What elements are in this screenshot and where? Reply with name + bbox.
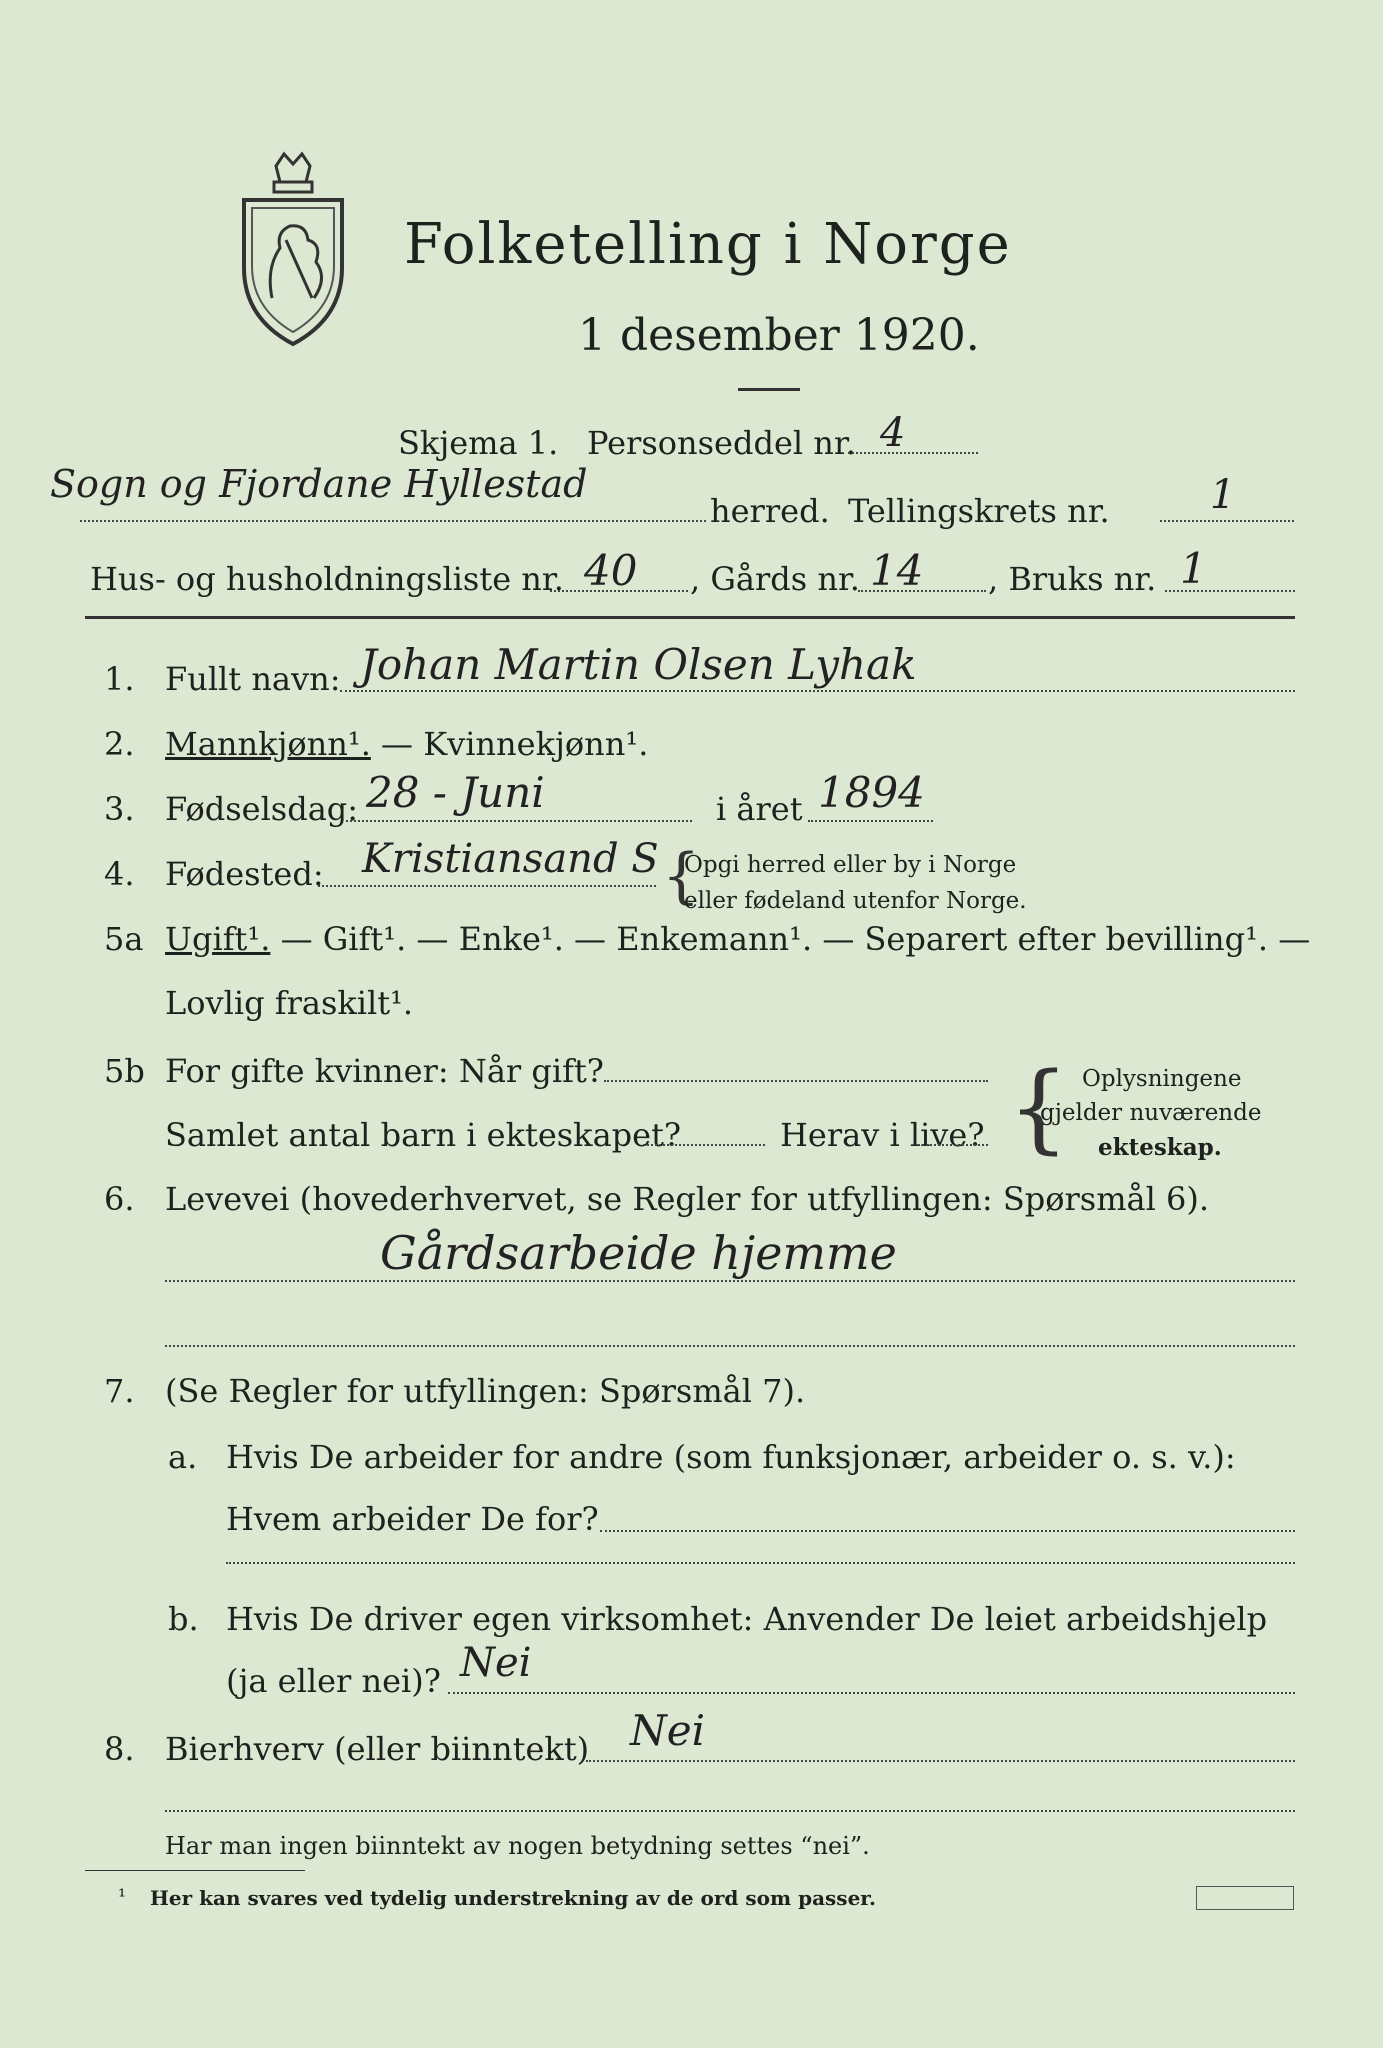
q1-label: Fullt navn: — [165, 660, 341, 698]
q7b-text: Hvis De driver egen virksomhet: Anvender De leiet arbeidshjelp — [226, 1600, 1268, 1638]
gards-label: , Gårds nr. — [690, 560, 860, 598]
q5b-note-1: Oplysningene — [1082, 1066, 1242, 1092]
header-divider — [85, 616, 1295, 619]
year-value: 1894 — [818, 768, 925, 817]
q1-number: 1. — [104, 660, 135, 698]
birthday-field[interactable] — [346, 820, 692, 822]
q4-note-1: Opgi herred eller by i Norge — [684, 852, 1017, 878]
coat-of-arms-icon — [236, 148, 350, 348]
hus-label: Hus- og husholdningsliste nr. — [90, 560, 564, 598]
personseddel-label: Personseddel nr. — [587, 424, 856, 462]
brace-icon: { — [1008, 1052, 1070, 1164]
personseddel-value: 4 — [880, 410, 906, 456]
q4-number: 4. — [104, 855, 135, 893]
tellingskrets-value: 1 — [1210, 472, 1236, 518]
q5b-label-3: Herav i live? — [780, 1116, 985, 1154]
bruks-value: 1 — [1180, 544, 1207, 593]
q5a-number: 5a — [104, 920, 144, 958]
birthday-value: 28 - Juni — [366, 768, 545, 817]
hired-help-value: Nei — [460, 1640, 532, 1686]
skjema-label: Skjema 1. — [398, 424, 559, 462]
q5b-number: 5b — [104, 1052, 145, 1090]
footer-note: Har man ingen biinntekt av nogen betydning settes “nei”. — [165, 1832, 870, 1860]
q3-number: 3. — [104, 790, 135, 828]
q8-number: 8. — [104, 1730, 135, 1768]
employer-field-2[interactable] — [226, 1562, 1295, 1564]
hired-help-field[interactable] — [448, 1692, 1295, 1694]
birthplace-field[interactable] — [318, 885, 656, 887]
q5a-row — [165, 920, 1310, 958]
side-income-field-2[interactable] — [165, 1810, 1295, 1812]
male-option[interactable]: Mannkjønn¹. — [165, 725, 371, 763]
alive-field[interactable] — [918, 1144, 988, 1146]
married-date-field[interactable] — [604, 1080, 988, 1082]
year-label: i året — [716, 790, 803, 828]
q5b-note-2: gjelder nuværende — [1040, 1100, 1262, 1126]
employer-field[interactable] — [600, 1530, 1295, 1532]
form-date: 1 desember 1920. — [578, 310, 980, 361]
q6-number: 6. — [104, 1180, 135, 1218]
herred-value: Sogn og Fjordane Hyllestad — [50, 462, 588, 506]
q2-separator: — — [370, 725, 424, 763]
civil-status-options[interactable]: — Gift¹. — Enke¹. — Enkemann¹. — Separert efter bevilling¹. — — [270, 920, 1311, 958]
q5b-note-3: ekteskap. — [1098, 1134, 1222, 1161]
occupation-value: Gårdsarbeide hjemme — [380, 1226, 897, 1280]
q7a-text-2: Hvem arbeider De for? — [226, 1500, 599, 1538]
q7b-text-2: (ja eller nei)? — [226, 1662, 441, 1700]
q7-number: 7. — [104, 1372, 135, 1410]
birthplace-value: Kristiansand S — [362, 836, 659, 882]
side-income-field[interactable] — [586, 1760, 1295, 1762]
year-field[interactable] — [808, 820, 933, 822]
children-field[interactable] — [643, 1144, 765, 1146]
full-name-value: Johan Martin Olsen Lyhak — [360, 640, 917, 689]
tellingskrets-label: Tellingskrets nr. — [848, 492, 1110, 530]
q4-label: Fødested: — [165, 855, 324, 893]
printer-stamp — [1196, 1886, 1294, 1910]
q6-label: Levevei (hovederhvervet, se Regler for utfyllingen: Spørsmål 6). — [165, 1180, 1210, 1218]
bruks-label: , Bruks nr. — [988, 560, 1157, 598]
q4-note-2: eller fødeland utenfor Norge. — [684, 888, 1027, 914]
personseddel-field[interactable] — [848, 452, 978, 454]
footnote-number: ¹ — [118, 1884, 127, 1908]
footnote-text: Her kan svares ved tydelig understrekning av de ord som passer. — [150, 1886, 876, 1910]
form-title: Folketelling i Norge — [404, 212, 1012, 277]
side-income-value: Nei — [630, 1706, 706, 1755]
q7a-number: a. — [168, 1438, 198, 1476]
occupation-field[interactable] — [165, 1280, 1295, 1282]
q3-label: Fødselsdag: — [165, 790, 359, 828]
lovlig-fraskilt-option[interactable]: Lovlig fraskilt¹. — [165, 984, 414, 1022]
q7a-text: Hvis De arbeider for andre (som funksjonær, arbeider o. s. v.): — [226, 1438, 1236, 1476]
q5b-label-1: For gifte kvinner: Når gift? — [165, 1052, 604, 1090]
full-name-field[interactable] — [340, 690, 1295, 692]
hus-value: 40 — [584, 546, 638, 595]
brace-icon: { — [662, 841, 701, 911]
occupation-field-2[interactable] — [165, 1345, 1295, 1347]
q5b-label-2: Samlet antal barn i ekteskapet? — [165, 1116, 682, 1154]
tellingskrets-field[interactable] — [1160, 520, 1294, 522]
q7b-number: b. — [168, 1600, 199, 1638]
female-option[interactable]: Kvinnekjønn¹. — [423, 725, 649, 763]
q8-label: Bierhverv (eller biinntekt) — [165, 1730, 590, 1768]
footnote-rule — [85, 1870, 305, 1871]
q2-number: 2. — [104, 725, 135, 763]
q7-label: (Se Regler for utfyllingen: Spørsmål 7). — [165, 1372, 806, 1410]
herred-field[interactable] — [80, 520, 706, 522]
ugift-option[interactable]: Ugift¹. — [165, 920, 271, 958]
herred-label: herred. — [710, 492, 830, 530]
divider — [738, 388, 800, 391]
q2-row — [165, 725, 648, 763]
gards-value: 14 — [870, 546, 924, 595]
